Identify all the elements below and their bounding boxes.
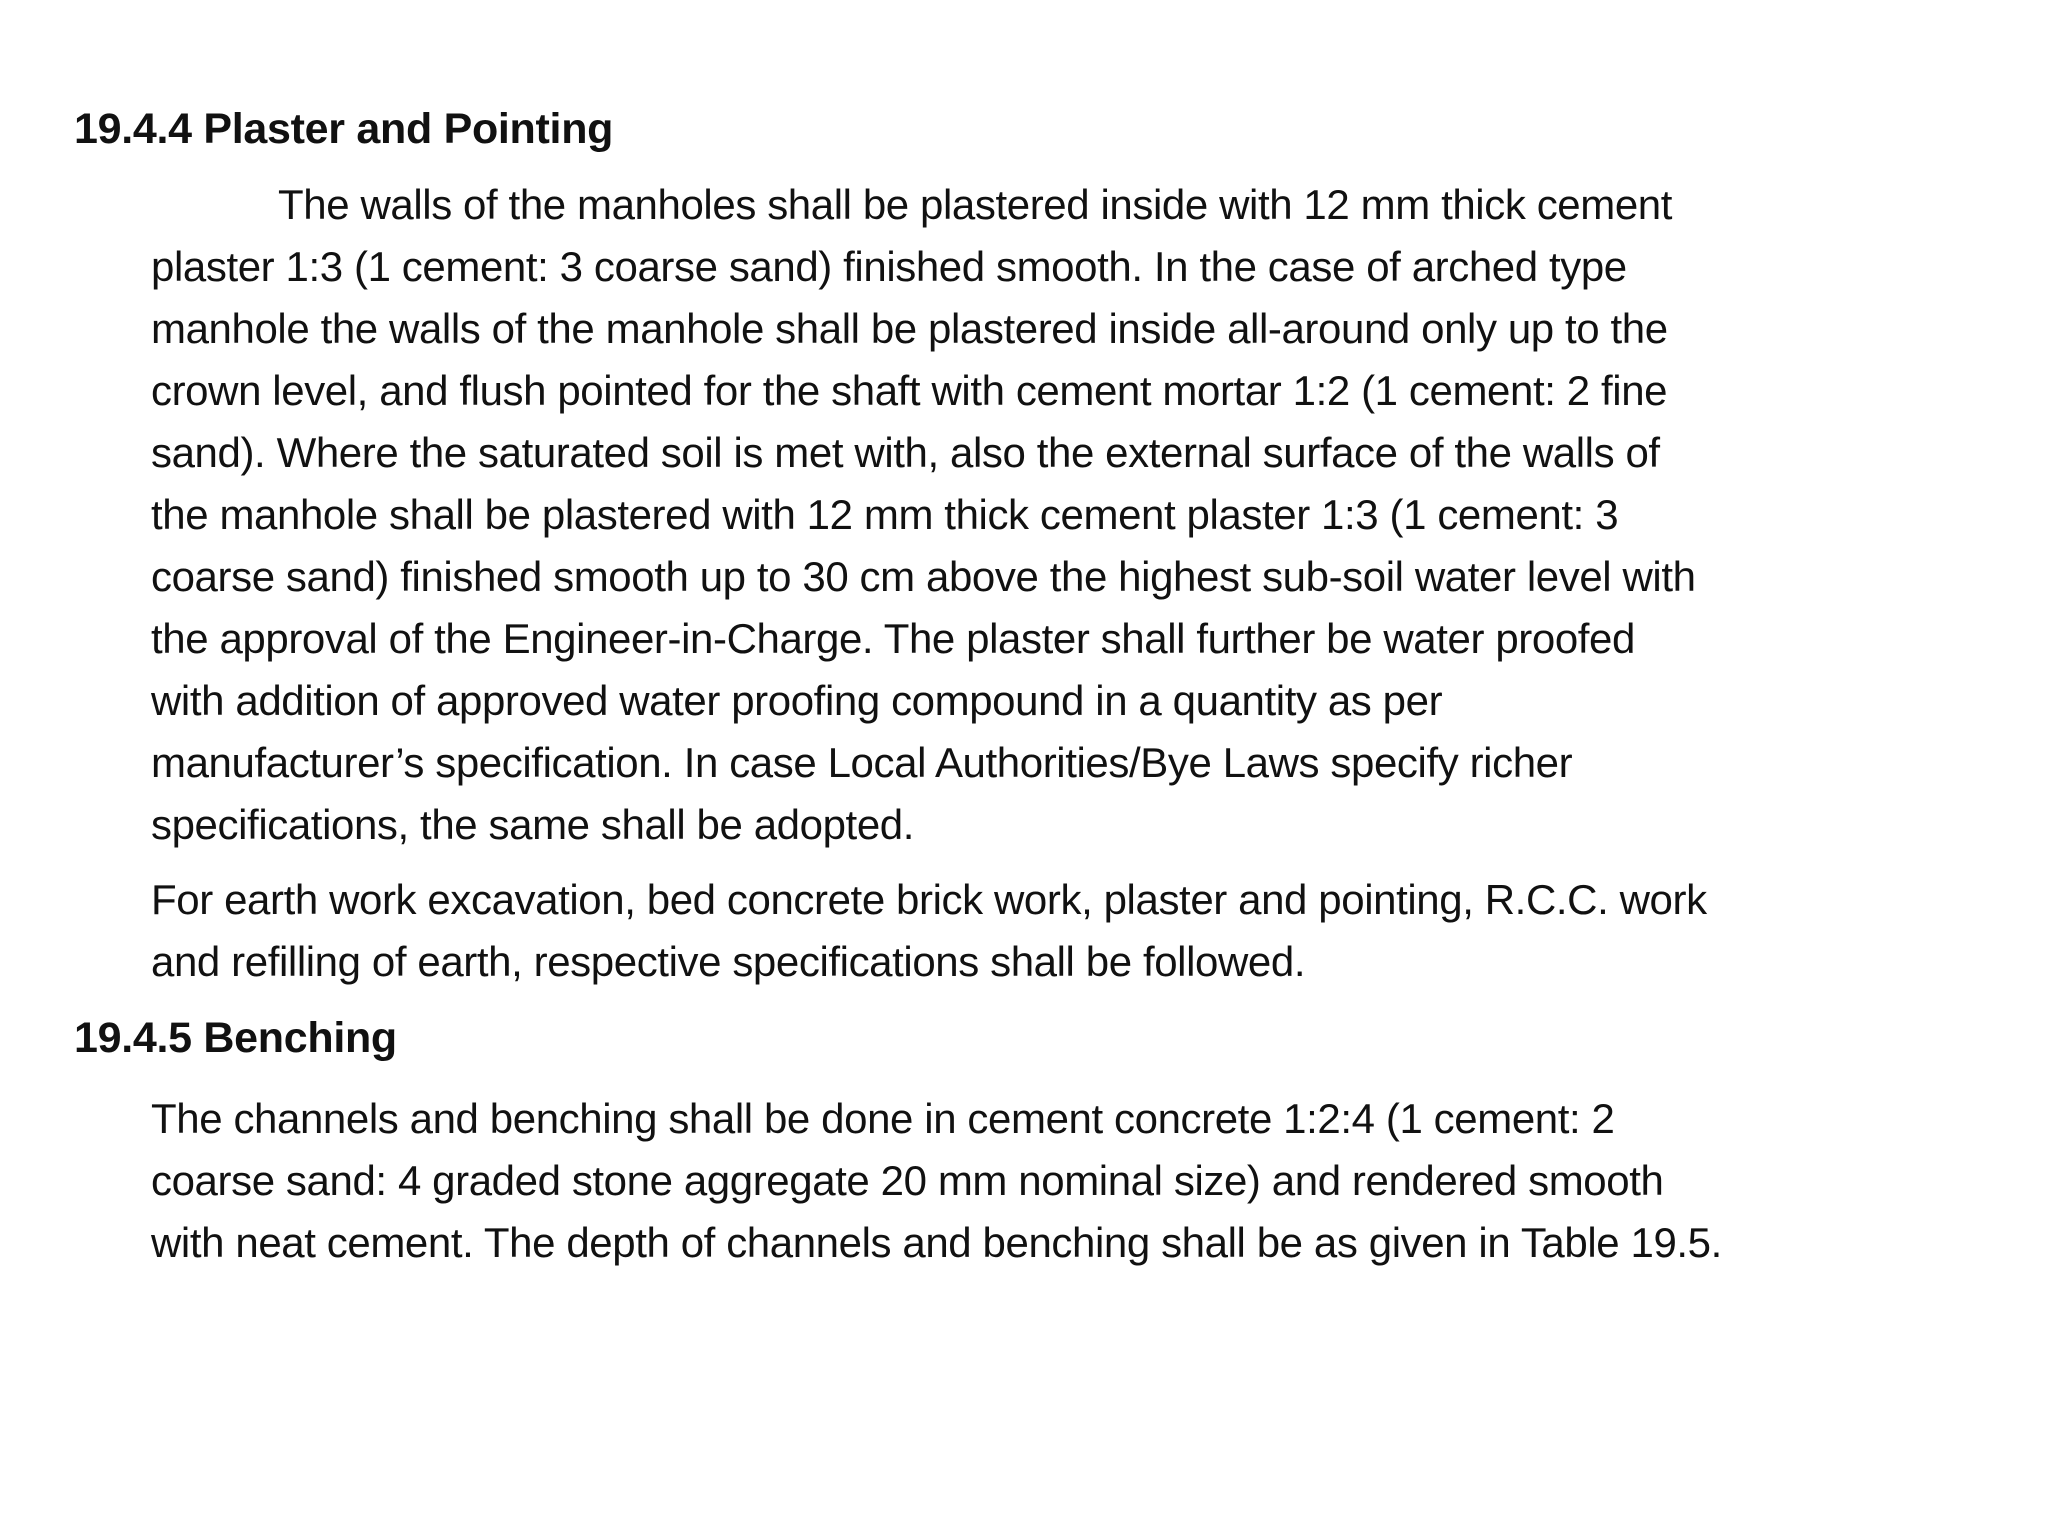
paragraph-line: manufacturer’s specification. In case Local Authorities/Bye Laws specify richer — [151, 739, 1573, 786]
paragraph-line: the approval of the Engineer-in-Charge. The plaster shall further be water proofed — [151, 615, 1635, 662]
paragraph-line: coarse sand) finished smooth up to 30 cm above the highest sub-soil water level with — [151, 553, 1696, 600]
paragraph-line: and refilling of earth, respective specifications shall be followed. — [151, 938, 1306, 985]
section-heading-plaster-and-pointing: 19.4.4 Plaster and Pointing — [74, 105, 614, 153]
paragraph-line: crown level, and flush pointed for the shaft with cement mortar 1:2 (1 cement: 2 fine — [151, 367, 1668, 414]
paragraph-line: the manhole shall be plastered with 12 mm thick cement plaster 1:3 (1 cement: 3 — [151, 491, 1619, 538]
section-heading-benching: 19.4.5 Benching — [74, 1014, 397, 1062]
paragraph-line: sand). Where the saturated soil is met with, also the external surface of the walls of — [151, 429, 1660, 476]
paragraph-line: For earth work excavation, bed concrete brick work, plaster and pointing, R.C.C. work — [151, 876, 1707, 923]
paragraph-line: with addition of approved water proofing compound in a quantity as per — [151, 677, 1443, 724]
paragraph-line: The channels and benching shall be done in cement concrete 1:2:4 (1 cement: 2 — [151, 1095, 1615, 1142]
paragraph-plaster-description — [151, 174, 1696, 856]
paragraph-benching-description — [151, 1088, 1722, 1274]
paragraph-line: with neat cement. The depth of channels and benching shall be as given in Table 19.5. — [151, 1219, 1722, 1266]
paragraph-line: The walls of the manholes shall be plastered inside with 12 mm thick cement — [278, 181, 1673, 228]
paragraph-related-specifications — [151, 869, 1707, 993]
paragraph-line: plaster 1:3 (1 cement: 3 coarse sand) finished smooth. In the case of arched type — [151, 243, 1627, 290]
paragraph-line: manhole the walls of the manhole shall be plastered inside all-around only up to the — [151, 305, 1668, 352]
paragraph-line: coarse sand: 4 graded stone aggregate 20 mm nominal size) and rendered smooth — [151, 1157, 1664, 1204]
paragraph-line: specifications, the same shall be adopted. — [151, 801, 915, 848]
